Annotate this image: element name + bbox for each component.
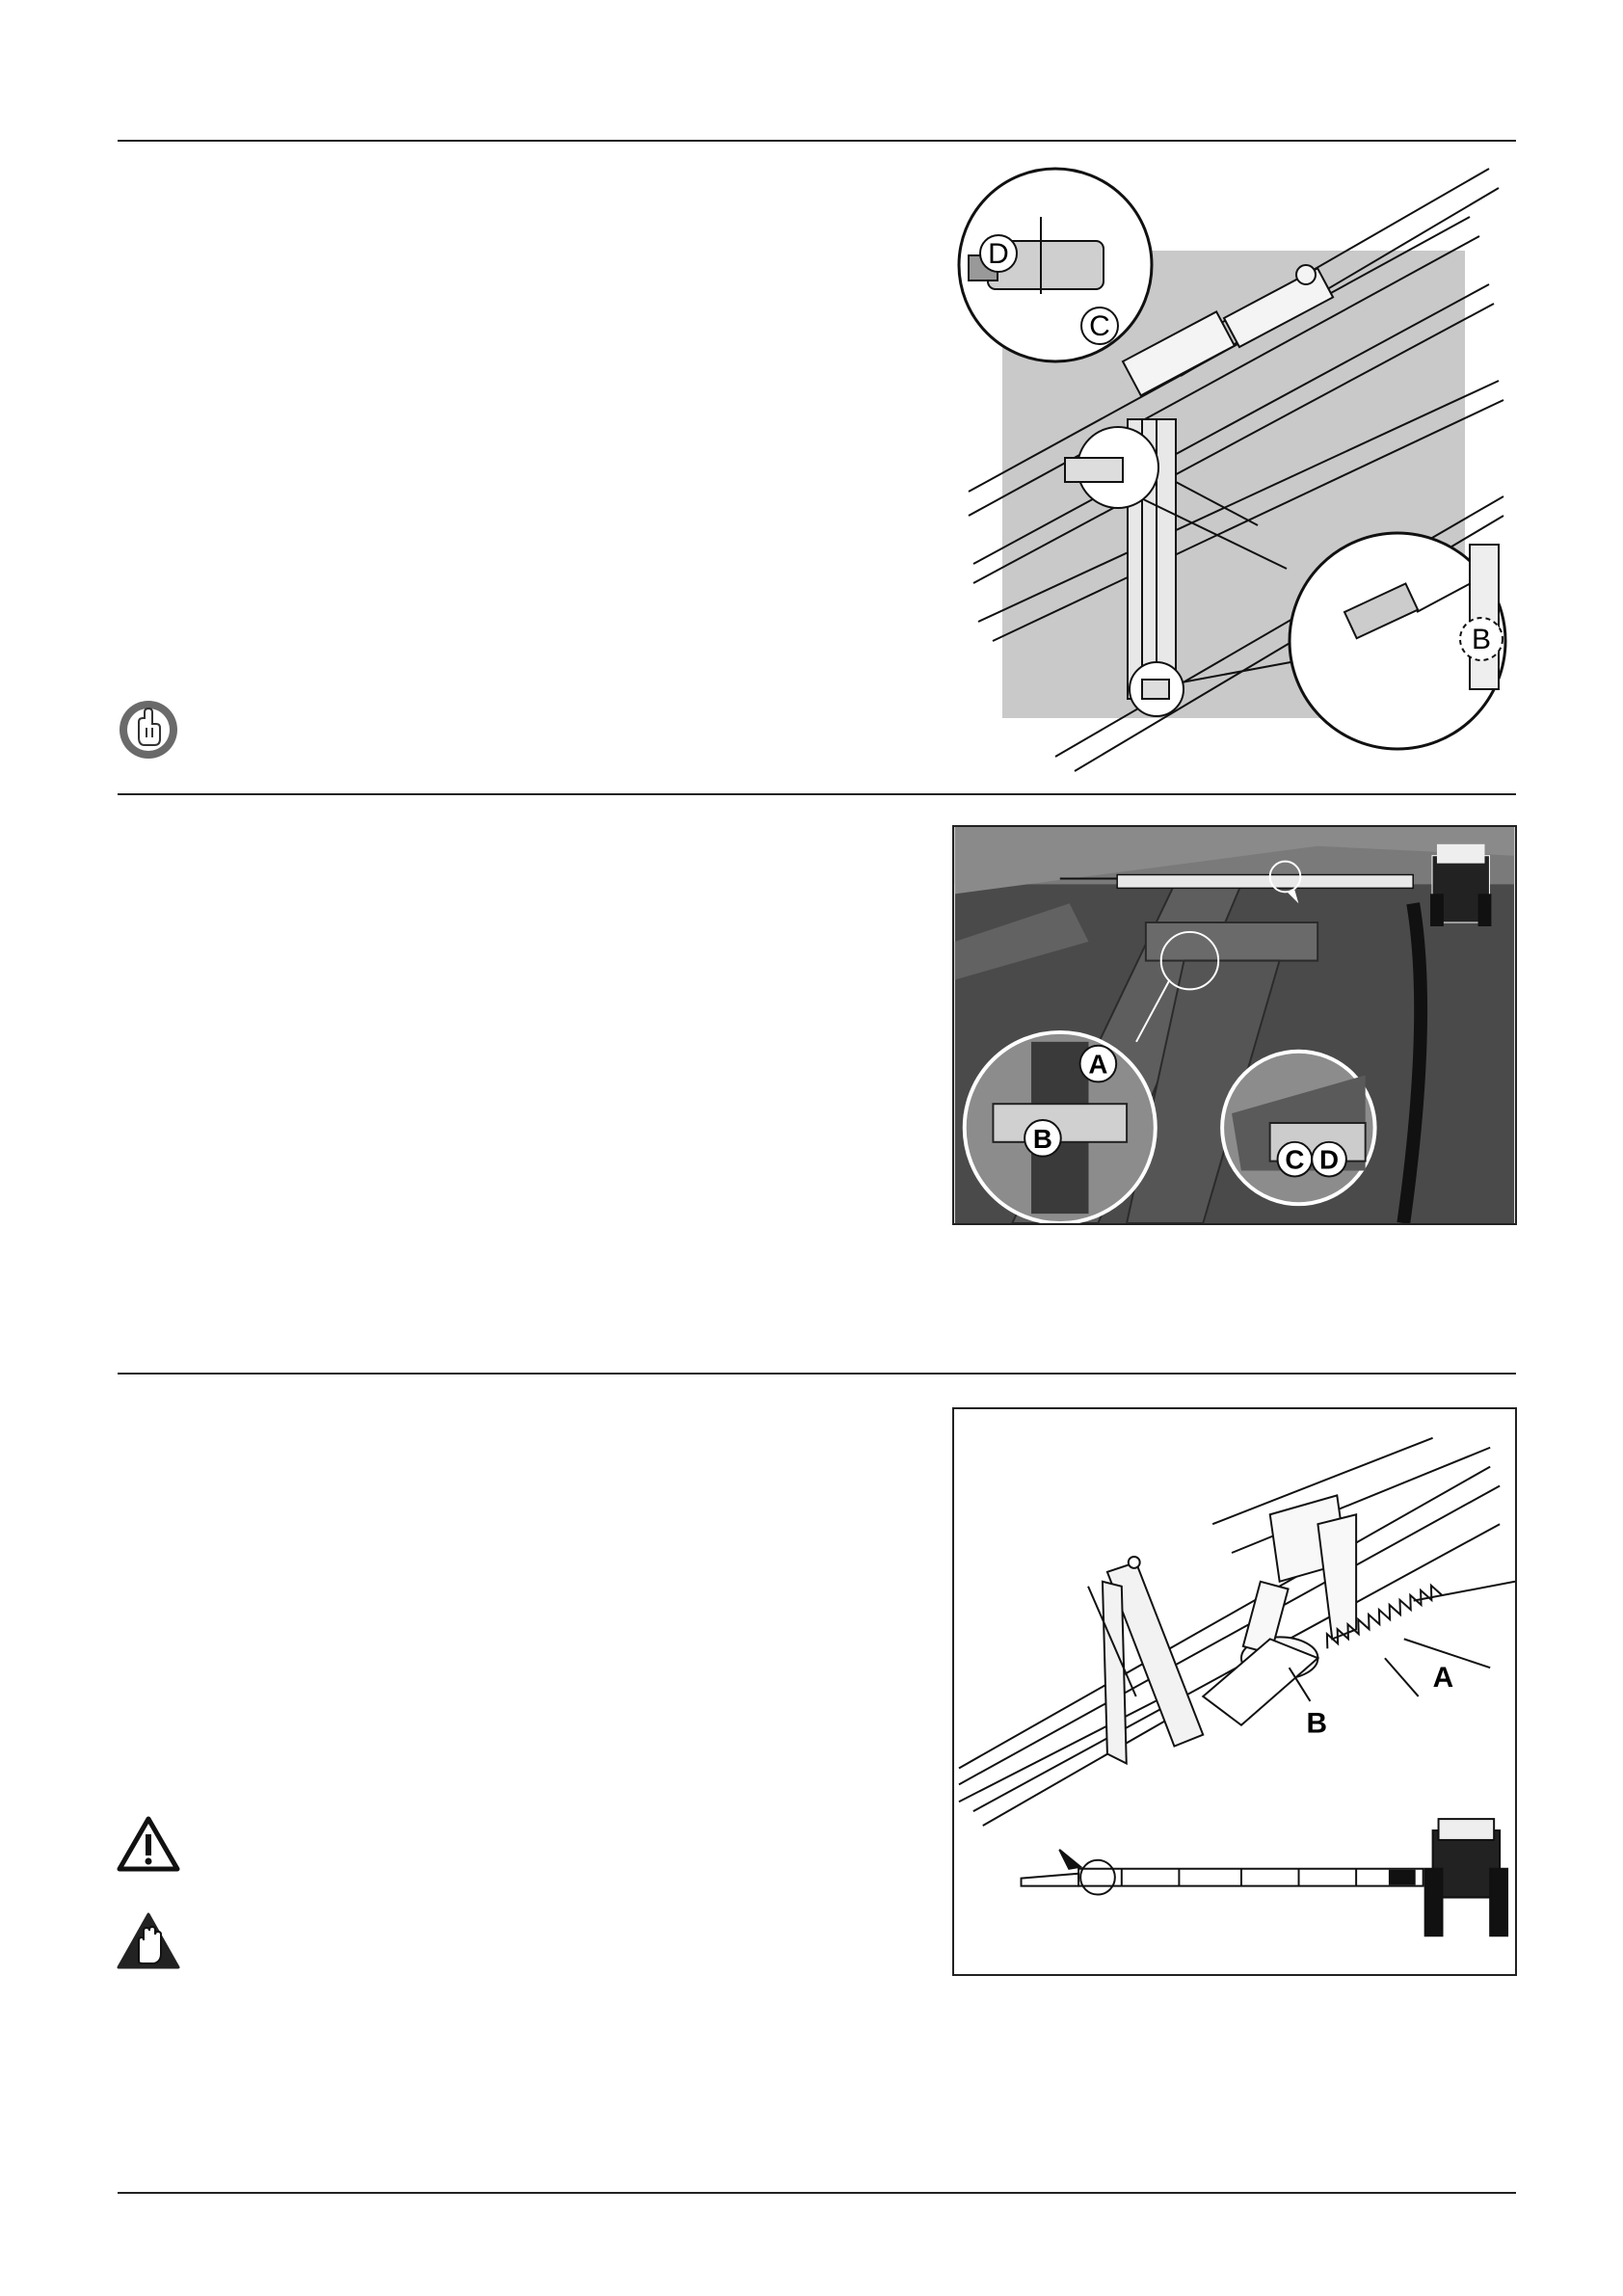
figure-boom-spring-illustration <box>952 1407 1517 1976</box>
fitting-upper <box>1065 458 1123 482</box>
pointing-hand-icon <box>118 699 179 761</box>
figure-3-inset-boom-sketch <box>1022 1819 1508 1936</box>
callout-fig3-a: A <box>1432 1662 1454 1695</box>
detail-circle-b <box>1290 533 1505 749</box>
callout-d: D <box>988 238 1009 270</box>
callout-photo-b: B <box>1032 1123 1052 1154</box>
figure-boom-hinge-illustration <box>949 159 1523 776</box>
leader-a <box>1385 1658 1419 1696</box>
figure-3-hinge-housing <box>1203 1495 1356 1724</box>
callout-b: B <box>1471 624 1492 655</box>
photo-detail-circle-ab <box>965 1032 1156 1223</box>
photo-detail-circle-cd <box>1222 1052 1374 1204</box>
warning-triangle-icon <box>116 1815 181 1873</box>
callout-photo-c: C <box>1285 1144 1305 1175</box>
detail-circle-dc <box>959 169 1152 361</box>
callout-fig3-b: B <box>1306 1707 1328 1740</box>
stop-hand-icon <box>116 1911 181 1971</box>
figure-photo-boom-fittings <box>952 825 1517 1225</box>
section-divider-1 <box>118 793 1516 795</box>
bottom-rule <box>118 2192 1516 2194</box>
callout-c: C <box>1089 310 1110 342</box>
top-rule <box>118 140 1516 142</box>
callout-photo-d: D <box>1319 1144 1340 1175</box>
section-divider-2 <box>118 1373 1516 1375</box>
callout-photo-a: A <box>1088 1049 1108 1080</box>
fitting-lower <box>1142 680 1169 699</box>
figure-3-boom-lines <box>959 1438 1515 1826</box>
